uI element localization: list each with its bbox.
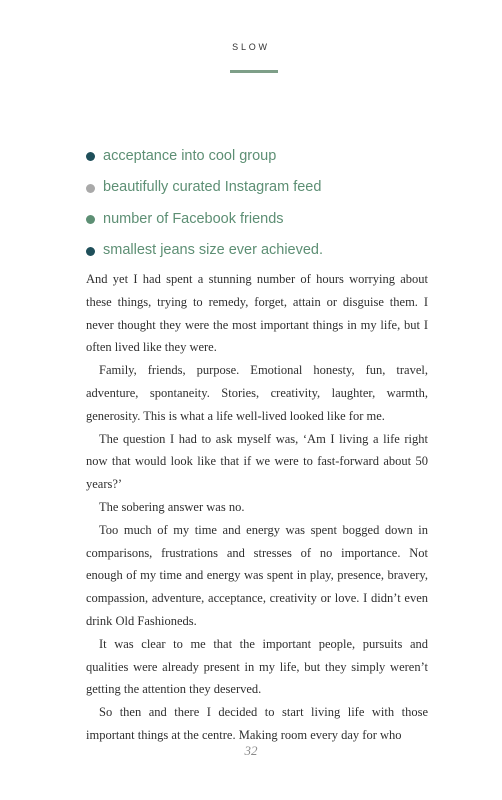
paragraph: Too much of my time and energy was spent bogged down in comparisons, frustrations and stresses of no importance. Not enough of my time and energy was spent in play, presence, bravery, compassion, adventure, acceptance, creativity or love. I didn’t even drink Old Fashioneds.: [86, 522, 428, 628]
page-number: 32: [244, 743, 258, 758]
paragraph: The question I had to ask myself was, ‘Am I living a life right now that would look like that if we were to fast-forward about 50 years?’: [86, 431, 428, 492]
bullet-item: [86, 172, 446, 204]
bullet-text: smallest jeans size ever achieved.: [103, 242, 324, 259]
body-text: [86, 268, 428, 747]
paragraph: So then and there I decided to start living life with those important things at the centre. Making room every day for who: [86, 705, 428, 742]
bullet-dot-icon: [86, 152, 95, 161]
bullet-list: [86, 140, 446, 266]
paragraph: The sobering answer was no.: [99, 499, 245, 514]
bullet-item: [86, 203, 446, 235]
running-head: SLOW: [232, 42, 270, 52]
bullet-text: number of Facebook friends: [103, 210, 284, 227]
paragraph: And yet I had spent a stunning number of hours worrying about these things, trying to remedy, forget, attain or disguise them. I never thought they were the most important things in my life, but I often lived like they were.: [86, 272, 428, 355]
bullet-dot-icon: [86, 184, 95, 193]
header-rule: [230, 70, 278, 73]
bullet-item: [86, 235, 446, 267]
paragraph: Family, friends, purpose. Emotional honesty, fun, travel, adventure, spontaneity. Stories, creativity, laughter, warmth, generosity. This is what a life well-lived looked like for me.: [86, 363, 428, 423]
bullet-text: acceptance into cool group: [103, 147, 277, 164]
bullet-text: beautifully curated Instagram feed: [103, 179, 322, 196]
bullet-dot-icon: [86, 247, 95, 256]
bullet-item: [86, 140, 446, 172]
bullet-dot-icon: [86, 215, 95, 224]
paragraph: It was clear to me that the important people, pursuits and qualities were already present in my life, but they simply weren’t getting the attention they deserved.: [86, 636, 428, 697]
